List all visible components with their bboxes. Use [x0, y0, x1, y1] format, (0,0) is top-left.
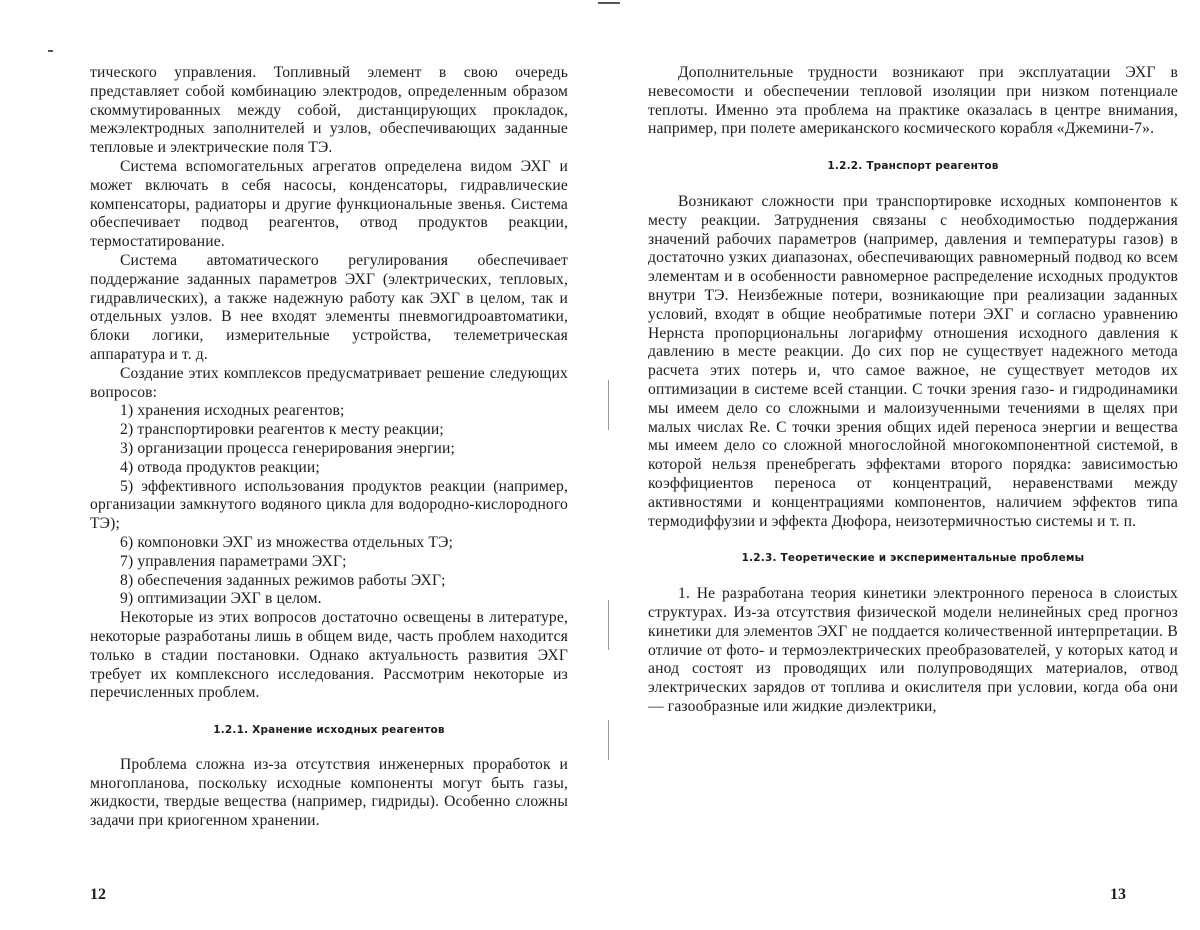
section-heading: 1.2.3. Теоретические и экспериментальные проблемы [741, 552, 1085, 565]
list-item: 6) компоновки ЭХГ из множества отдельных ТЭ; [120, 533, 454, 551]
left-page-text [90, 64, 568, 831]
page-number: 12 [90, 886, 106, 903]
gutter-shadow [608, 720, 609, 760]
paragraph: тического управления. Топливный элемент в свою очередь представляет собой комбинацию электродов, определенным образом скоммутированных между собой, дистанцирующих прокладок, межэлектродных заполнителей и узлов, обеспечивающих заданные тепловые и электрические поля ТЭ. [90, 64, 568, 157]
list-item: 2) транспортировки реагентов к месту реакции; [120, 421, 444, 439]
paragraph: Система автоматического регулирования обеспечивает поддержание заданных параметров ЭХГ (электрических, тепловых, гидравлических), а также надежную работу как ЭХГ в целом, так и отдельных узлов. В нее входят элементы пневмогидроавтоматики, блоки логики, измерительные устройства, телеметрическая аппаратура и т. д. [90, 251, 568, 363]
page-number: 13 [1110, 886, 1126, 903]
paragraph: Создание этих комплексов предусматривает решение следующих вопросов: [90, 364, 568, 401]
list-item: 4) отвода продуктов реакции; [120, 458, 320, 476]
list-item: 9) оптимизации ЭХГ в целом. [120, 590, 322, 608]
list-item: 7) управления параметрами ЭХГ; [120, 552, 347, 570]
paragraph: Некоторые из этих вопросов достаточно освещены в литературе, некоторые разработаны лишь в общем виде, часть проблем находится только в стадии постановки. Однако актуальность развития ЭХГ требует их комплексного исследования. Рассмотрим некоторые из перечисленных проблем. [90, 609, 568, 702]
paragraph: Проблема сложна из-за отсутствия инженерных проработок и многопланова, поскольку исходные компоненты могут быть газы, жидкости, твердые вещества (например, гидриды). Особенно сложны задачи при криогенном хранении. [90, 755, 568, 830]
section-heading: 1.2.2. Транспорт реагентов [827, 160, 999, 173]
section-heading: 1.2.1. Хранение исходных реагентов [213, 724, 445, 737]
list-item: 3) организации процесса генерирования энергии; [120, 439, 455, 457]
paragraph: Система вспомогательных агрегатов определена видом ЭХГ и может включать в себя насосы, конденсаторы, гидравлические компенсаторы, радиаторы и другие функциональные звенья. Система обеспечивает подвод реагентов, отвод продуктов реакции, термостатирование. [90, 157, 568, 251]
paragraph: Возникают сложности при транспортировке исходных компонентов к месту реакции. Затруднения связаны с необходимостью поддержания значений рабочих параметров (например, давления и температуры газов) в достаточно узких диапазонах, обеспечивающих равномерный подвод ко всем элементам и в особенности равномерное распределение исходных продуктов внутри ТЭ. Неизбежные потери, возникающие при реализации заданных условий, входят в общие необратимые потери ЭХГ и согласно уравнению Нернста пропорциональны логарифму отношения исходного давления к давлению в месте реакции. До сих пор не существует надежного метода расчета этих потерь и, что самое важное, не существует методов их оптимизации в системе всей станции. С точки зрения газо- и гидродинамики мы имеем дело со сложными и малоизученными течениями в щелях при малых числах Re. С точки зрения общих идей переноса энергии и вещества мы имеем дело со сложной многослойной многокомпонентной системой, в которой нельзя пренебрегать эффектами второго порядка: зависимостью коэффициентов переноса от концентраций, неравенствами между активностями и концентрациями компонентов, наличием эффектов типа термодиффузии и эффекта Дюфора, неизотермичностью системы и т. п. [648, 192, 1178, 530]
list-item: 5) эффективного использования продуктов реакции (например, организации замкнутого водяного цикла для водородно-кислородного ТЭ); [90, 477, 568, 533]
paragraph: Дополнительные трудности возникают при эксплуатации ЭХГ в невесомости и обеспечении тепловой изоляции при низком потенциале теплоты. Именно эта проблема на практике оказалась в центре внимания, например, при полете американского космического корабля «Джемини-7». [648, 64, 1178, 138]
list-item: 8) обеспечения заданных режимов работы ЭХГ; [120, 571, 446, 589]
right-page-text [648, 64, 1178, 717]
right-page [600, 0, 1200, 930]
gutter-shadow [608, 600, 609, 650]
gutter-shadow [608, 380, 609, 430]
list-item: 1) хранения исходных реагентов; [120, 402, 345, 420]
paragraph: 1. Не разработана теория кинетики электронного переноса в слоистых структурах. Из-за отсутствия физической модели нелинейных сред прогноз кинетики для элементов ЭХГ не поддается количественной интерпретации. В отличие от фото- и термоэлектрических преобразователей, у которых катод и анод состоят из проводящих или полупроводящих материалов, отвод электрических зарядов от топлива и окислителя при условии, когда оба они — газообразные или жидкие диэлектрики, [648, 585, 1178, 715]
scan-speck [48, 50, 53, 52]
